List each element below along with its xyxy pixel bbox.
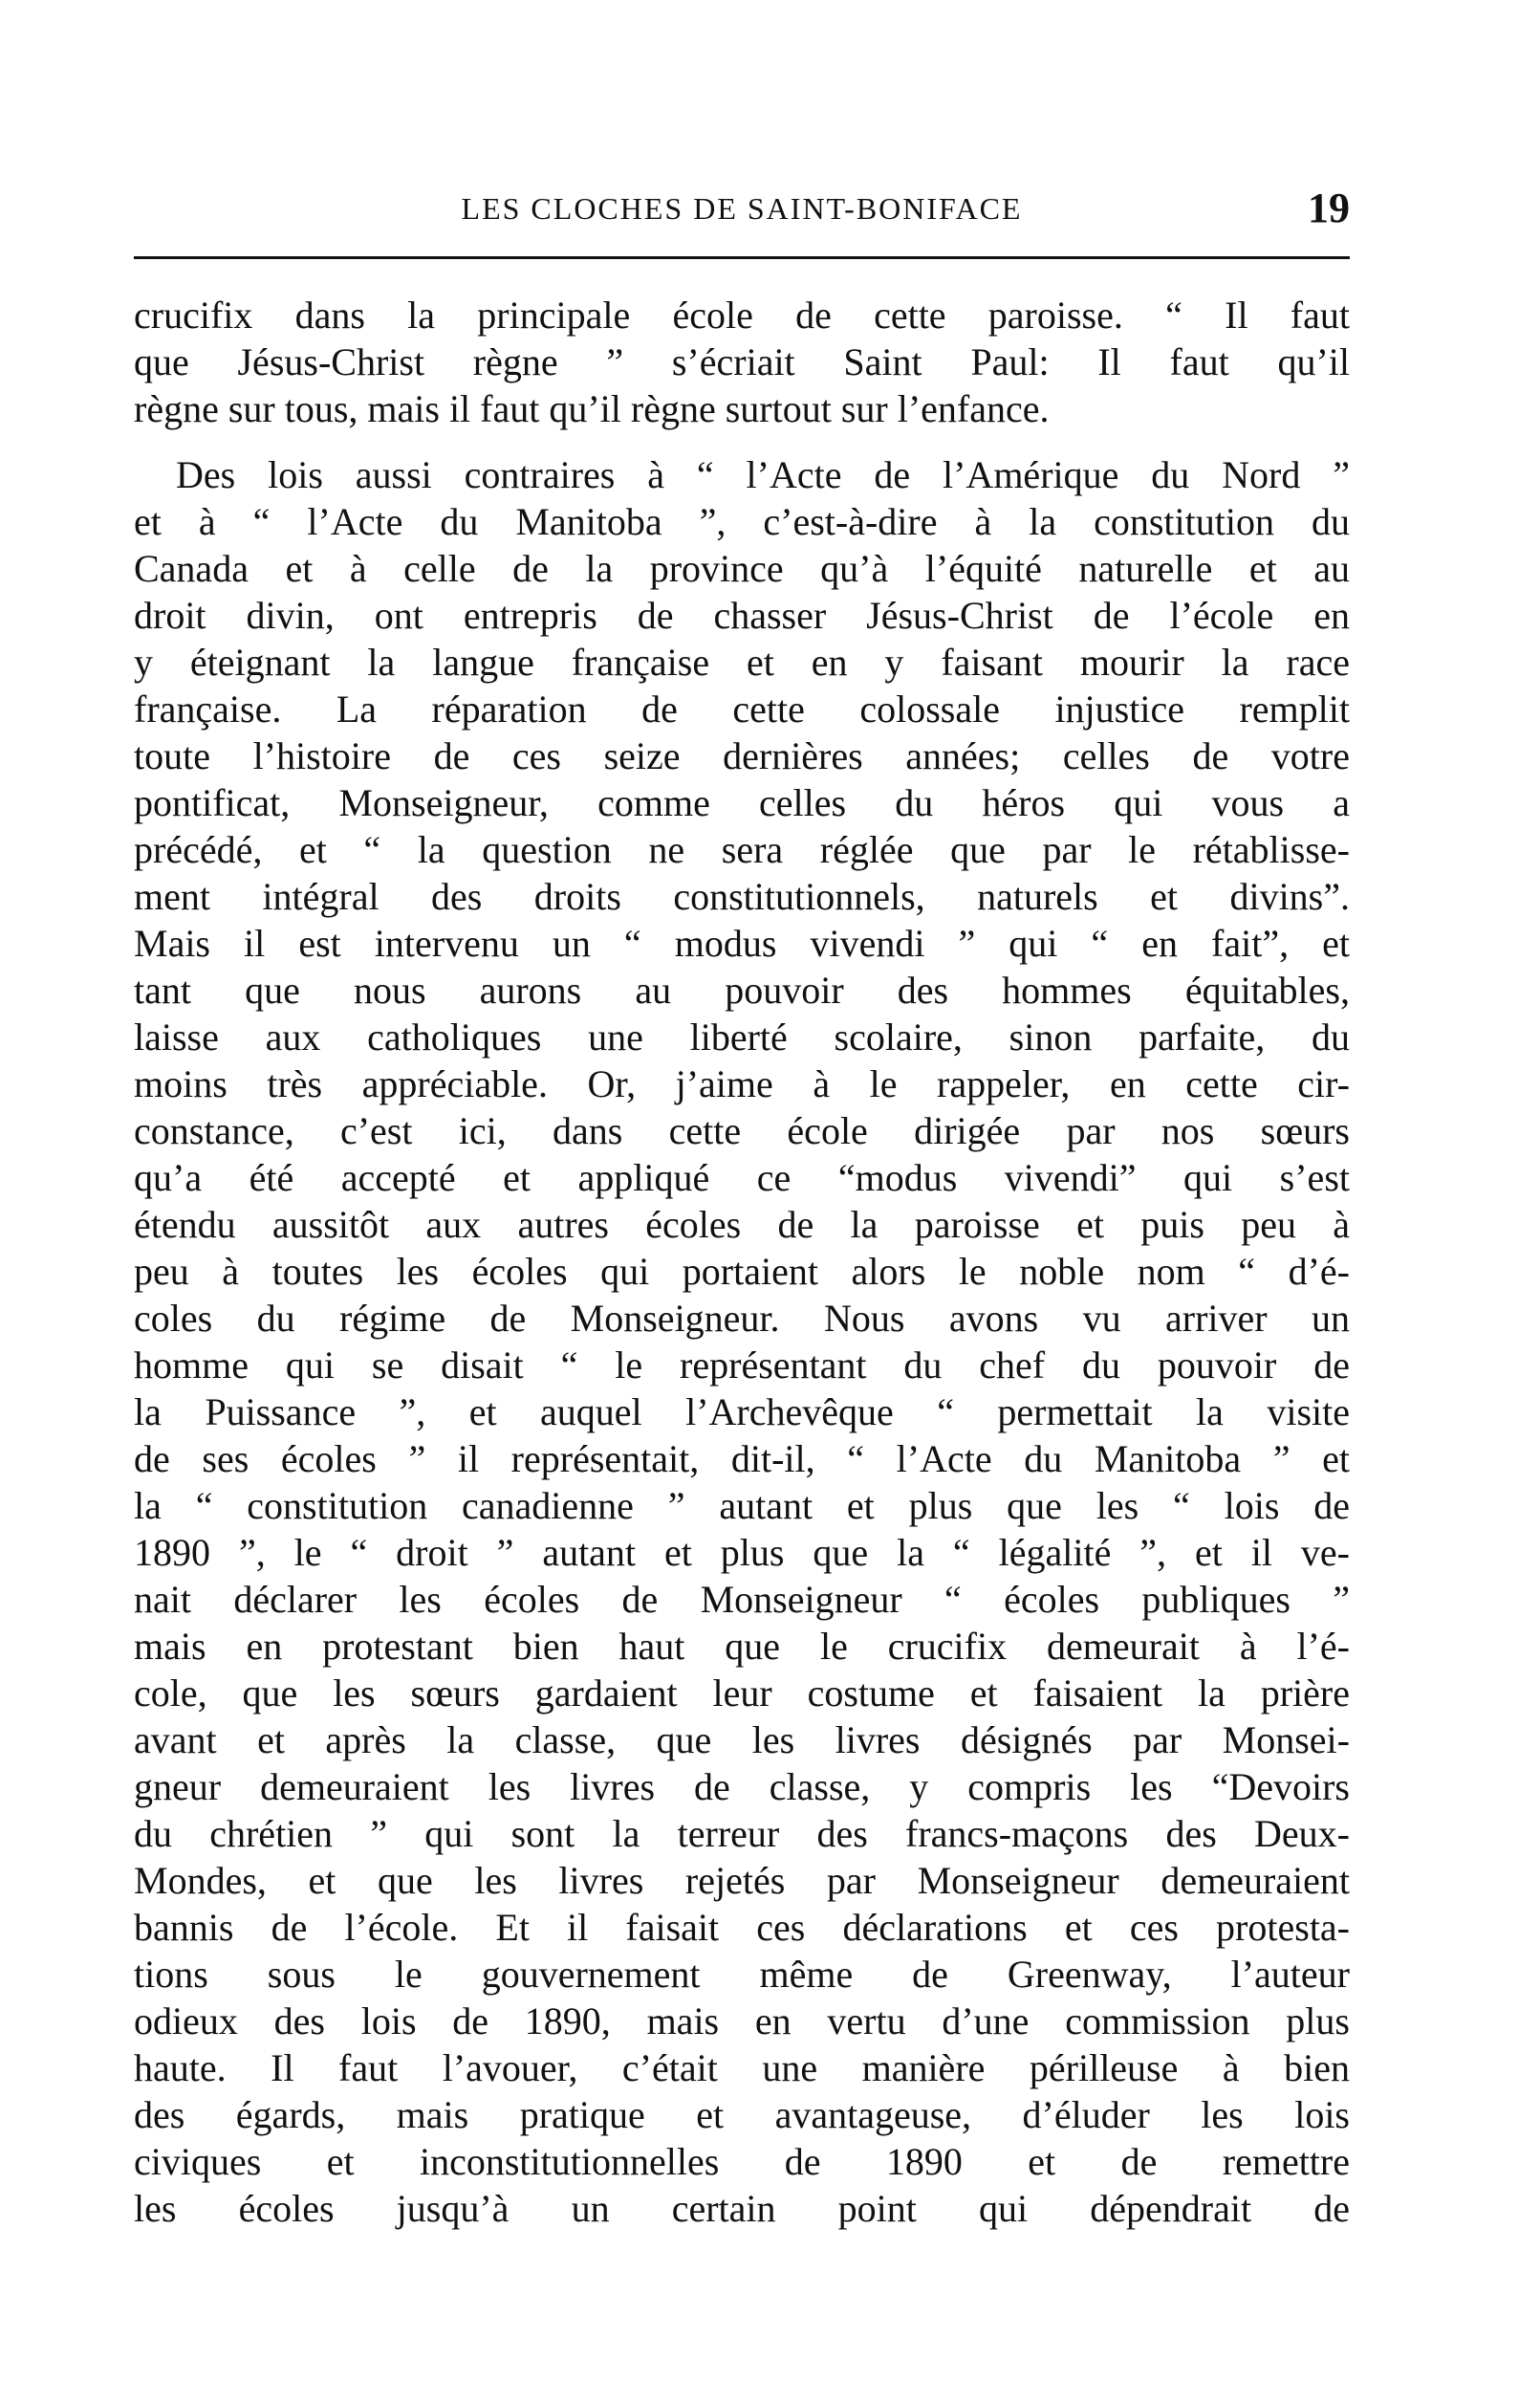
text-line: qu’a été accepté et appliqué ce “modus vivendi” qui s’est <box>134 1156 1350 1199</box>
body-text <box>134 292 1350 2232</box>
header-rule <box>134 256 1350 259</box>
text-line: civiques et inconstitutionnelles de 1890 et de remettre <box>134 2140 1350 2183</box>
text-line: du chrétien ” qui sont la terreur des francs-maçons des Deux- <box>134 1812 1350 1855</box>
text-line: constance, c’est ici, dans cette école dirigée par nos sœurs <box>134 1109 1350 1152</box>
text-line: laisse aux catholiques une liberté scolaire, sinon parfaite, du <box>134 1016 1350 1059</box>
paragraph-2 <box>134 451 1350 2232</box>
text-line: de ses écoles ” il représentait, dit-il, “ l’Acte du Manitoba ” et <box>134 1437 1350 1480</box>
text-line: des égards, mais pratique et avantageuse, d’éluder les lois <box>134 2093 1350 2136</box>
text-line: que Jésus-Christ règne ” s’écriait Saint Paul: Il faut qu’il <box>134 340 1350 383</box>
text-line: toute l’histoire de ces seize dernières années; celles de votre <box>134 734 1350 777</box>
text-line: cole, que les sœurs gardaient leur costume et faisaient la prière <box>134 1671 1350 1715</box>
text-line: droit divin, ont entrepris de chasser Jésus-Christ de l’école en <box>134 594 1350 637</box>
page-number: 19 <box>1308 185 1350 231</box>
running-head <box>134 185 1350 239</box>
text-line: tions sous le gouvernement même de Greenway, l’auteur <box>134 1953 1350 1996</box>
text-line: étendu aussitôt aux autres écoles de la paroisse et puis peu à <box>134 1203 1350 1246</box>
text-line: Mais il est intervenu un “ modus vivendi ” qui “ en fait”, et <box>134 922 1350 965</box>
text-line: odieux des lois de 1890, mais en vertu d’une commission plus <box>134 1999 1350 2043</box>
text-line: la Puissance ”, et auquel l’Archevêque “ permettait la visite <box>134 1390 1350 1433</box>
text-line: haute. Il faut l’avouer, c’était une manière périlleuse à bien <box>134 2046 1350 2089</box>
running-title: LES CLOCHES DE SAINT-BONIFACE <box>461 191 1023 226</box>
text-line: nait déclarer les écoles de Monseigneur “ écoles publiques ” <box>134 1578 1350 1621</box>
text-line: Canada et à celle de la province qu’à l’équité naturelle et au <box>134 547 1350 590</box>
text-line: 1890 ”, le “ droit ” autant et plus que la “ légalité ”, et il ve- <box>134 1531 1350 1574</box>
text-line: peu à toutes les écoles qui portaient alors le noble nom “ d’é- <box>134 1250 1350 1293</box>
text-line: tant que nous aurons au pouvoir des hommes équitables, <box>134 969 1350 1012</box>
text-line: Des lois aussi contraires à “ l’Acte de l’Amérique du Nord ” <box>176 453 1350 496</box>
text-line: les écoles jusqu’à un certain point qui dépendrait de <box>134 2187 1350 2230</box>
text-line: la “ constitution canadienne ” autant et plus que les “ lois de <box>134 1484 1350 1527</box>
text-line: y éteignant la langue française et en y faisant mourir la race <box>134 641 1350 684</box>
paragraph-gap <box>134 432 1350 451</box>
text-line: règne sur tous, mais il faut qu’il règne surtout sur l’enfance. <box>134 387 1050 430</box>
paragraph-1 <box>134 292 1350 432</box>
text-line: Mondes, et que les livres rejetés par Monseigneur demeuraient <box>134 1859 1350 1902</box>
text-line: pontificat, Monseigneur, comme celles du héros qui vous a <box>134 781 1350 824</box>
text-line: homme qui se disait “ le représentant du chef du pouvoir de <box>134 1343 1350 1387</box>
text-line: ment intégral des droits constitutionnels, naturels et divins”. <box>134 875 1350 918</box>
text-line: bannis de l’école. Et il faisait ces déclarations et ces protesta- <box>134 1906 1350 1949</box>
text-line: gneur demeuraient les livres de classe, y compris les “Devoirs <box>134 1765 1350 1808</box>
text-line: et à “ l’Acte du Manitoba ”, c’est-à-dire à la constitution du <box>134 500 1350 543</box>
text-line: crucifix dans la principale école de cette paroisse. “ Il faut <box>134 294 1350 337</box>
text-line: mais en protestant bien haut que le crucifix demeurait à l’é- <box>134 1625 1350 1668</box>
text-line: avant et après la classe, que les livres désignés par Monsei- <box>134 1718 1350 1761</box>
text-line: française. La réparation de cette colossale injustice remplit <box>134 688 1350 731</box>
text-line: précédé, et “ la question ne sera réglée que par le rétablisse- <box>134 828 1350 871</box>
text-line: moins très appréciable. Or, j’aime à le rappeler, en cette cir- <box>134 1062 1350 1105</box>
text-line: coles du régime de Monseigneur. Nous avons vu arriver un <box>134 1297 1350 1340</box>
